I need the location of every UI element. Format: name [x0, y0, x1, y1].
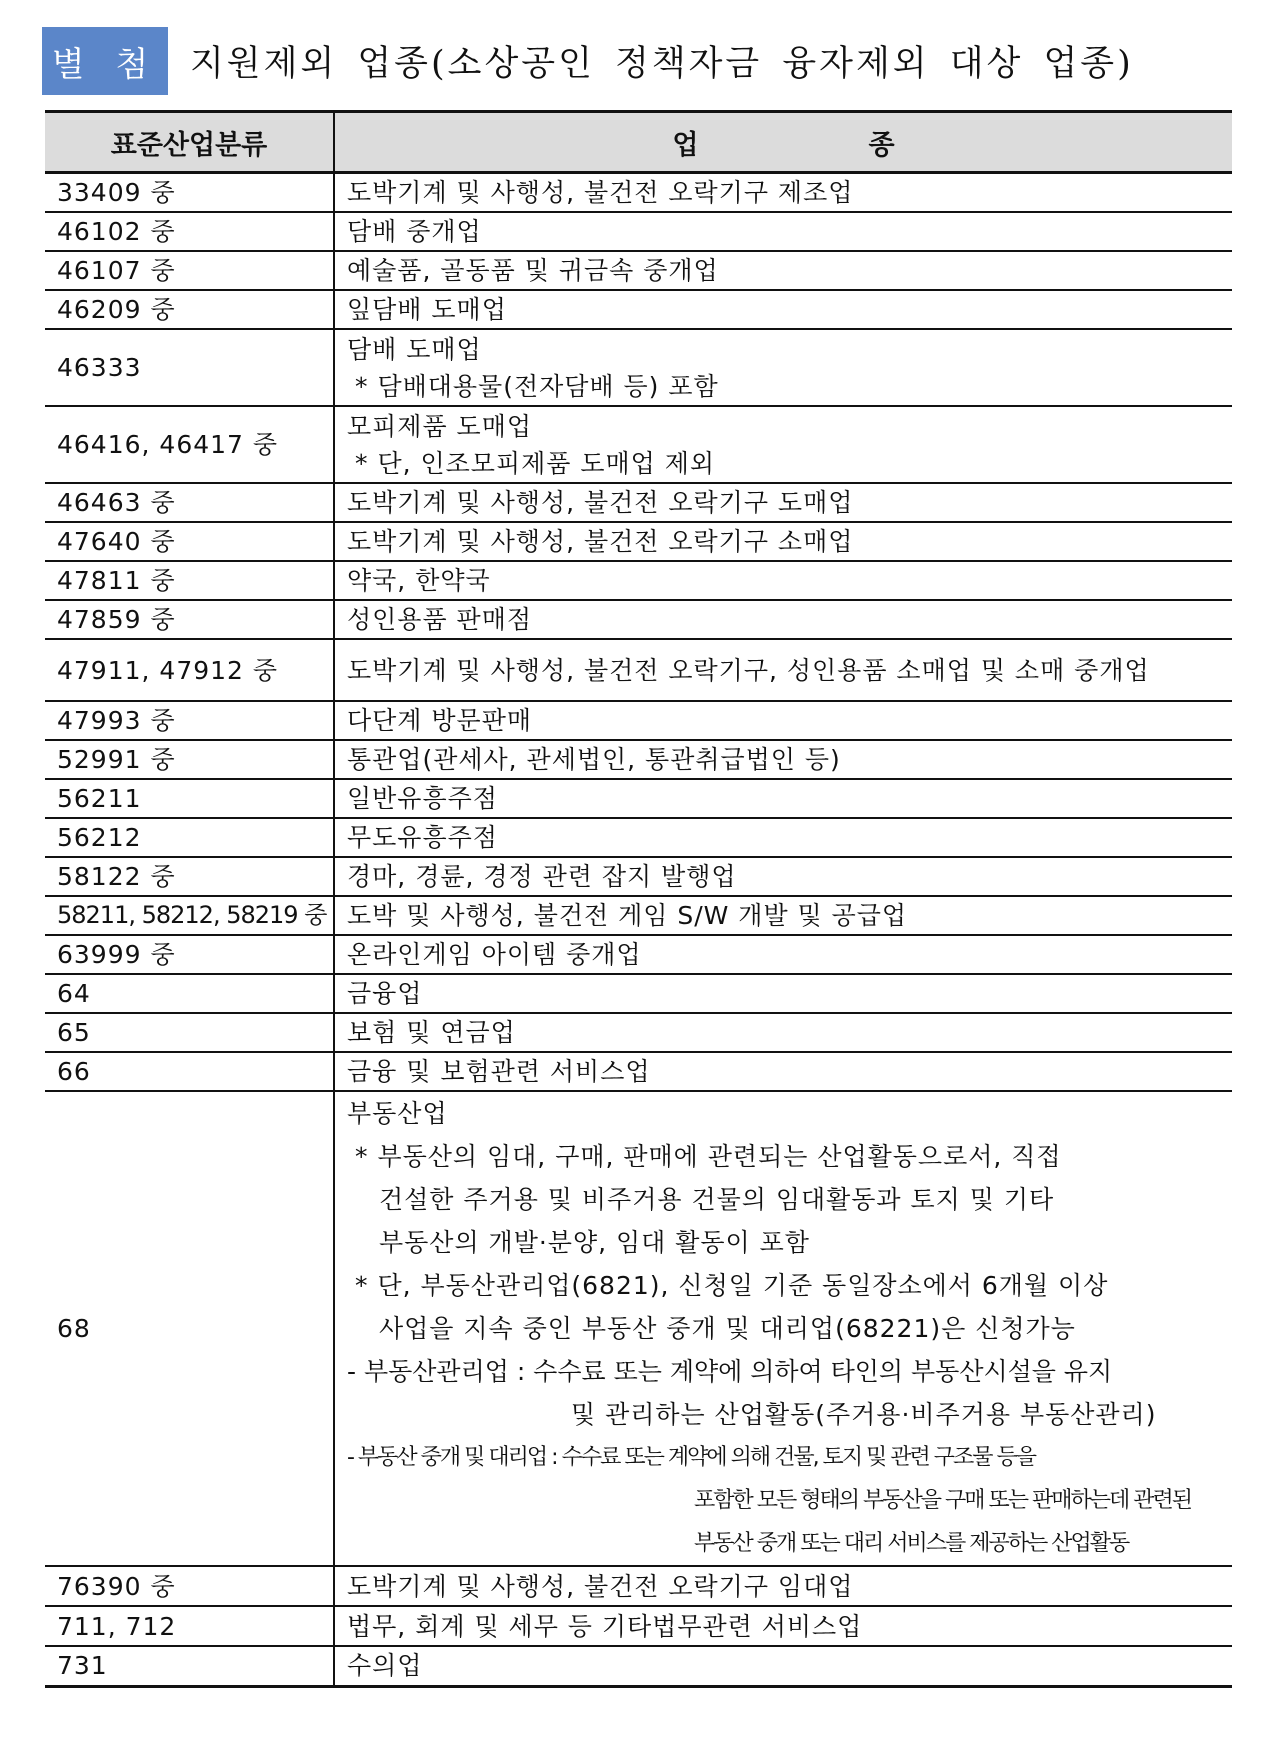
row-code: 711, 712 — [45, 1606, 334, 1646]
row-industry: 약국, 한약국 — [334, 561, 1232, 600]
document-title: 지원제외 업종(소상공인 정책자금 융자제외 대상 업종) — [190, 44, 1134, 84]
industry-definition-cont: 및 관리하는 산업활동(주거용·비주거용 부동산관리) — [571, 1400, 1157, 1429]
excluded-industries-table — [45, 110, 1232, 1688]
row-code: 46463 중 — [45, 483, 334, 522]
row-code: 46333 — [45, 329, 334, 406]
industry-note: * 부동산의 임대, 구매, 판매에 관련되는 산업활동으로서, 직접 — [355, 1142, 1062, 1171]
table-row — [45, 329, 1232, 406]
row-industry: 도박기계 및 사행성, 불건전 오락기구, 성인용품 소매업 및 소매 중개업 — [334, 639, 1232, 701]
industry-line: 담배 도매업 — [347, 334, 482, 364]
industry-line: 부동산업 — [347, 1099, 448, 1128]
row-code: 47993 중 — [45, 701, 334, 740]
row-code: 46209 중 — [45, 290, 334, 329]
row-industry: 도박 및 사행성, 불건전 게임 S/W 개발 및 공급업 — [334, 896, 1232, 935]
table-row — [45, 173, 1232, 213]
row-industry: 수의업 — [334, 1646, 1232, 1686]
col-header-classification: 표준산업분류 — [45, 112, 334, 173]
table-row — [45, 740, 1232, 779]
row-code: 47811 중 — [45, 561, 334, 600]
attachment-badge: 별 첨 — [42, 27, 168, 95]
row-code: 65 — [45, 1013, 334, 1052]
industry-note: * 단, 부동산관리업(6821), 신청일 기준 동일장소에서 6개월 이상 — [355, 1271, 1109, 1300]
row-code: 66 — [45, 1052, 334, 1091]
row-code: 58122 중 — [45, 857, 334, 896]
industry-definition: - 부동산 중개 및 대리업 : 수수료 또는 계약에 의해 건물, 토지 및 관련 구조물 등을 — [347, 1445, 1036, 1470]
row-code: 46416, 46417 중 — [45, 406, 334, 483]
table-row — [45, 1606, 1232, 1646]
row-code: 68 — [45, 1091, 334, 1566]
industry-definition: - 부동산관리업 : 수수료 또는 계약에 의하여 타인의 부동산시설을 유지 — [347, 1357, 1113, 1386]
row-industry: 도박기계 및 사행성, 불건전 오락기구 소매업 — [334, 522, 1232, 561]
table-row — [45, 1052, 1232, 1091]
row-industry: 금융 및 보험관련 서비스업 — [334, 1052, 1232, 1091]
table-row — [45, 561, 1232, 600]
row-industry: 법무, 회계 및 세무 등 기타법무관련 서비스업 — [334, 1606, 1232, 1646]
industry-note-cont: 건설한 주거용 및 비주거용 건물의 임대활동과 토지 및 기타 — [379, 1185, 1055, 1214]
table-row — [45, 251, 1232, 290]
row-industry: 보험 및 연금업 — [334, 1013, 1232, 1052]
table-row — [45, 779, 1232, 818]
row-industry: 도박기계 및 사행성, 불건전 오락기구 도매업 — [334, 483, 1232, 522]
row-industry: 통관업(관세사, 관세법인, 통관취급법인 등) — [334, 740, 1232, 779]
table-row — [45, 857, 1232, 896]
industry-definition-cont: 포함한 모든 형태의 부동산을 구매 또는 판매하는데 관련된 — [694, 1488, 1192, 1513]
industry-definition-cont: 부동산 중개 또는 대리 서비스를 제공하는 산업활동 — [694, 1531, 1129, 1556]
table-row — [45, 1646, 1232, 1686]
table-row — [45, 1566, 1232, 1606]
table-row — [45, 600, 1232, 639]
row-industry — [334, 1091, 1232, 1566]
table-row — [45, 522, 1232, 561]
table-row — [45, 1091, 1232, 1566]
row-code: 64 — [45, 974, 334, 1013]
row-industry: 담배 중개업 — [334, 212, 1232, 251]
col-header-industry-b: 종 — [868, 129, 895, 161]
row-code: 56212 — [45, 818, 334, 857]
row-industry: 무도유흥주점 — [334, 818, 1232, 857]
industry-note-cont: 사업을 지속 중인 부동산 중개 및 대리업(68221)은 신청가능 — [379, 1314, 1076, 1343]
row-code: 52991 중 — [45, 740, 334, 779]
row-industry: 다단계 방문판매 — [334, 701, 1232, 740]
row-code: 58211, 58212, 58219 중 — [45, 896, 334, 935]
industry-note: * 담배대용물(전자담배 등) 포함 — [355, 371, 719, 401]
row-industry — [334, 329, 1232, 406]
col-header-industry — [334, 112, 1232, 173]
industry-note: * 단, 인조모피제품 도매업 제외 — [355, 448, 716, 478]
row-industry — [334, 406, 1232, 483]
col-header-industry-a: 업 — [672, 129, 699, 161]
industry-note-cont: 부동산의 개발·분양, 임대 활동이 포함 — [379, 1228, 810, 1257]
table-row — [45, 896, 1232, 935]
row-industry: 금융업 — [334, 974, 1232, 1013]
document-header — [42, 26, 1134, 96]
row-code: 47640 중 — [45, 522, 334, 561]
row-industry: 일반유흥주점 — [334, 779, 1232, 818]
row-code: 46102 중 — [45, 212, 334, 251]
row-code: 46107 중 — [45, 251, 334, 290]
row-code: 47859 중 — [45, 600, 334, 639]
table-row — [45, 639, 1232, 701]
table-row — [45, 1013, 1232, 1052]
table-row — [45, 406, 1232, 483]
row-industry: 도박기계 및 사행성, 불건전 오락기구 임대업 — [334, 1566, 1232, 1606]
row-code: 63999 중 — [45, 935, 334, 974]
row-code: 33409 중 — [45, 173, 334, 213]
table-row — [45, 974, 1232, 1013]
row-industry: 도박기계 및 사행성, 불건전 오락기구 제조업 — [334, 173, 1232, 213]
row-code: 56211 — [45, 779, 334, 818]
row-code: 731 — [45, 1646, 334, 1686]
row-industry: 성인용품 판매점 — [334, 600, 1232, 639]
row-industry: 잎담배 도매업 — [334, 290, 1232, 329]
table-row — [45, 290, 1232, 329]
table-row — [45, 818, 1232, 857]
table-row — [45, 212, 1232, 251]
table-row — [45, 935, 1232, 974]
table-header-row — [45, 112, 1232, 173]
row-industry: 온라인게임 아이템 중개업 — [334, 935, 1232, 974]
row-code: 76390 중 — [45, 1566, 334, 1606]
row-industry: 예술품, 골동품 및 귀금속 중개업 — [334, 251, 1232, 290]
row-industry: 경마, 경륜, 경정 관련 잡지 발행업 — [334, 857, 1232, 896]
row-code: 47911, 47912 중 — [45, 639, 334, 701]
table-row — [45, 701, 1232, 740]
table-row — [45, 483, 1232, 522]
industry-line: 모피제품 도매업 — [347, 411, 532, 441]
